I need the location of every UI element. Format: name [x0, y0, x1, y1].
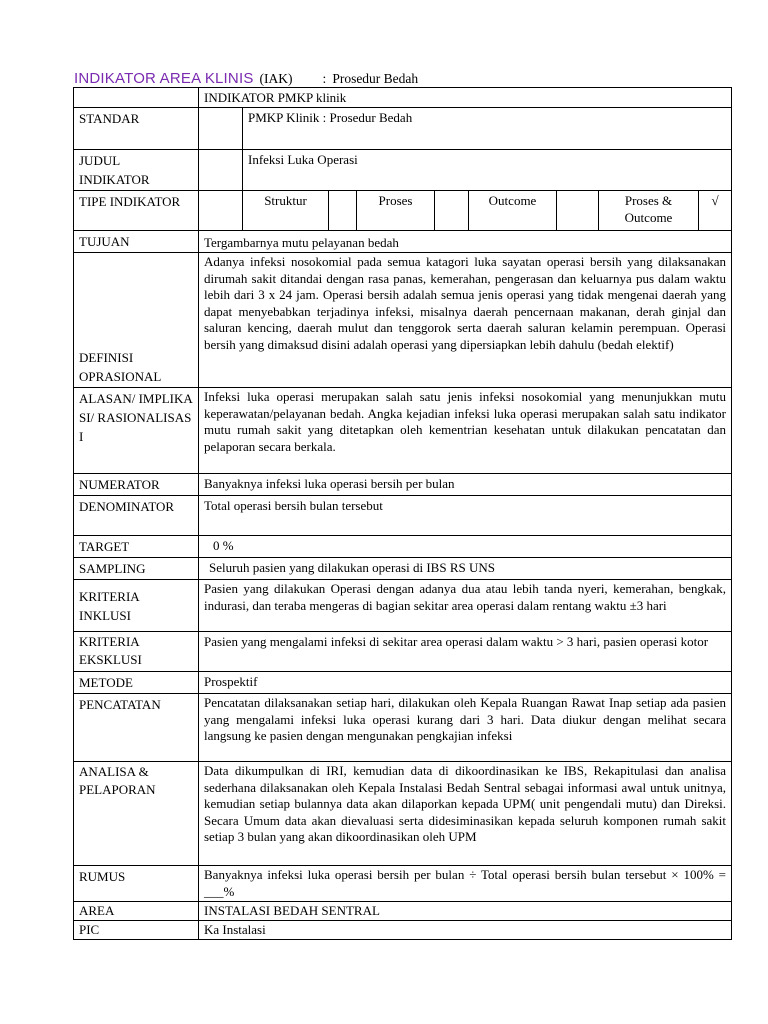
metode-value: Prospektif — [199, 672, 732, 694]
inklusi-label: KRITERIA INKLUSI — [74, 580, 199, 632]
area-label: AREA — [74, 902, 199, 921]
alasan-value: Infeksi luka operasi merupakan salah satu jenis infeksi nosokomial yang menunjukkan mutu keperawatan/pelayanan bedah. Angka kejadian infeksi luka operasi merupakan salah satu indikator mutu rumah sakit yang ditetapkan oleh kementrian kesehatan untuk dilakukan pencatatan dan pelaporan secara berkala. — [199, 388, 732, 474]
pic-label: PIC — [74, 921, 199, 940]
row-pencatatan — [74, 694, 732, 762]
denominator-value: Total operasi bersih bulan tersebut — [199, 496, 732, 536]
tipe-empty-cell — [199, 191, 243, 231]
area-value: INSTALASI BEDAH SENTRAL — [199, 902, 732, 921]
eksklusi-value: Pasien yang mengalami infeksi di sekitar area operasi dalam waktu > 3 hari, pasien operasi kotor — [199, 632, 732, 672]
document-title: INDIKATOR AREA KLINIS — [74, 70, 254, 87]
analisa-label: ANALISA & PELAPORAN — [74, 762, 199, 866]
tipe-check-outcome — [557, 191, 599, 231]
row-eksklusi — [74, 632, 732, 672]
pic-value: Ka Instalasi — [199, 921, 732, 940]
row-definisi — [74, 253, 732, 388]
row-standar — [74, 108, 732, 150]
alasan-label: ALASAN/ IMPLIKASI/ RASIONALISASI — [74, 388, 199, 474]
row-metode — [74, 672, 732, 694]
tipe-option-outcome: Outcome — [469, 191, 557, 231]
analisa-value: Data dikumpulkan di IRI, kemudian data di dikoordinasikan ke IBS, Rekapitulasi dan analisa sederhana dilaksanakan oleh Kepala Instalasi Bedah Sentral sebagai informasi awal untuk unitnya, kemudian setiap bulannya data akan dilaporkan kepada UPM( unit pengendali mutu) dan Direksi. Secara Umum data akan dievaluasi serta didesiminasikan kepada seluruh komponen rumah sakit setiap 3 bulan yang akan dikoordinasikan oleh UPM — [199, 762, 732, 866]
numerator-label: NUMERATOR — [74, 474, 199, 496]
tipe-option-proses-outcome: Proses & Outcome — [599, 191, 699, 231]
rumus-value: Banyaknya infeksi luka operasi bersih per bulan ÷ Total operasi bersih bulan tersebut × 100% = ___% — [199, 866, 732, 902]
sampling-value: Seluruh pasien yang dilakukan operasi di IBS RS UNS — [199, 558, 732, 580]
pencatatan-label: PENCATATAN — [74, 694, 199, 762]
denominator-label: DENOMINATOR — [74, 496, 199, 536]
row-alasan — [74, 388, 732, 474]
judul-value: Infeksi Luka Operasi — [243, 150, 732, 191]
pencatatan-value: Pencatatan dilaksanakan setiap hari, dilakukan oleh Kepala Ruangan Rawat Inap setiap ada pasien yang mengalami infeksi luka operasi kurang dari 3 hari. Data diukur dengan melihat secara langsung ke pasien dengan mengunakan pengkajian infeksi — [199, 694, 732, 762]
iak-label: (IAK) — [259, 71, 293, 86]
tujuan-label: TUJUAN — [74, 231, 199, 253]
section-heading: INDIKATOR PMKP klinik — [199, 88, 732, 108]
tipe-check-proses — [435, 191, 469, 231]
header-procedure: Prosedur Bedah — [332, 71, 419, 86]
row-analisa — [74, 762, 732, 866]
row-target — [74, 536, 732, 558]
numerator-value: Banyaknya infeksi luka operasi bersih per bulan — [199, 474, 732, 496]
target-value: 0 % — [199, 536, 732, 558]
metode-label: METODE — [74, 672, 199, 694]
row-denominator — [74, 496, 732, 536]
sampling-label: SAMPLING — [74, 558, 199, 580]
target-label: TARGET — [74, 536, 199, 558]
rumus-label: RUMUS — [74, 866, 199, 902]
standar-value: PMKP Klinik : Prosedur Bedah — [243, 108, 732, 150]
tipe-option-proses: Proses — [357, 191, 435, 231]
row-numerator — [74, 474, 732, 496]
tipe-label: TIPE INDIKATOR — [74, 191, 199, 231]
judul-label: JUDUL INDIKATOR — [74, 150, 199, 191]
tipe-checkmark: √ — [699, 191, 732, 231]
eksklusi-label: KRITERIA EKSKLUSI — [74, 632, 199, 672]
row-tujuan — [74, 231, 732, 253]
tipe-check-struktur — [329, 191, 357, 231]
definisi-label: DEFINISI OPRASIONAL — [74, 253, 199, 388]
tujuan-value: Tergambarnya mutu pelayanan bedah — [199, 231, 732, 253]
row-rumus — [74, 866, 732, 902]
row-area — [74, 902, 732, 921]
standar-label: STANDAR — [74, 108, 199, 150]
tipe-option-struktur: Struktur — [243, 191, 329, 231]
section-heading-row — [74, 88, 732, 108]
definisi-value: Adanya infeksi nosokomial pada semua katagori luka sayatan operasi bersih yang dilaksanakan dirumah sakit ditandai dengan rasa panas, kemerahan, pengerasan dan keluarnya pus dalam waktu lebih dari 3 x 24 jam. Operasi bersih adalah semua jenis operasi yang tidak mengenai daerah yang dapat menyebabkan terjadinya infeksi, misalnya daerah pencernaan makanan, derah ginjal dan saluran kencing, daerah mulut dan tenggorok serta daerah saluran kelamin perempuan. Operasi bersih yang dimaksud disini adalah operasi yang dipersiapkan lebih dahulu (bedah elektif) — [199, 253, 732, 388]
indicator-table — [73, 87, 732, 940]
header-separator: : — [322, 71, 327, 86]
row-inklusi — [74, 580, 732, 632]
row-sampling — [74, 558, 732, 580]
row-judul — [74, 150, 732, 191]
row-tipe — [74, 191, 732, 231]
inklusi-value: Pasien yang dilakukan Operasi dengan adanya dua atau lebih tanda nyeri, kemerahan, bengkak, indurasi, dan teraba mengeras di bagian sekitar area operasi dalam rentang waktu ±3 hari — [199, 580, 732, 632]
document-header — [74, 70, 418, 87]
row-pic — [74, 921, 732, 940]
